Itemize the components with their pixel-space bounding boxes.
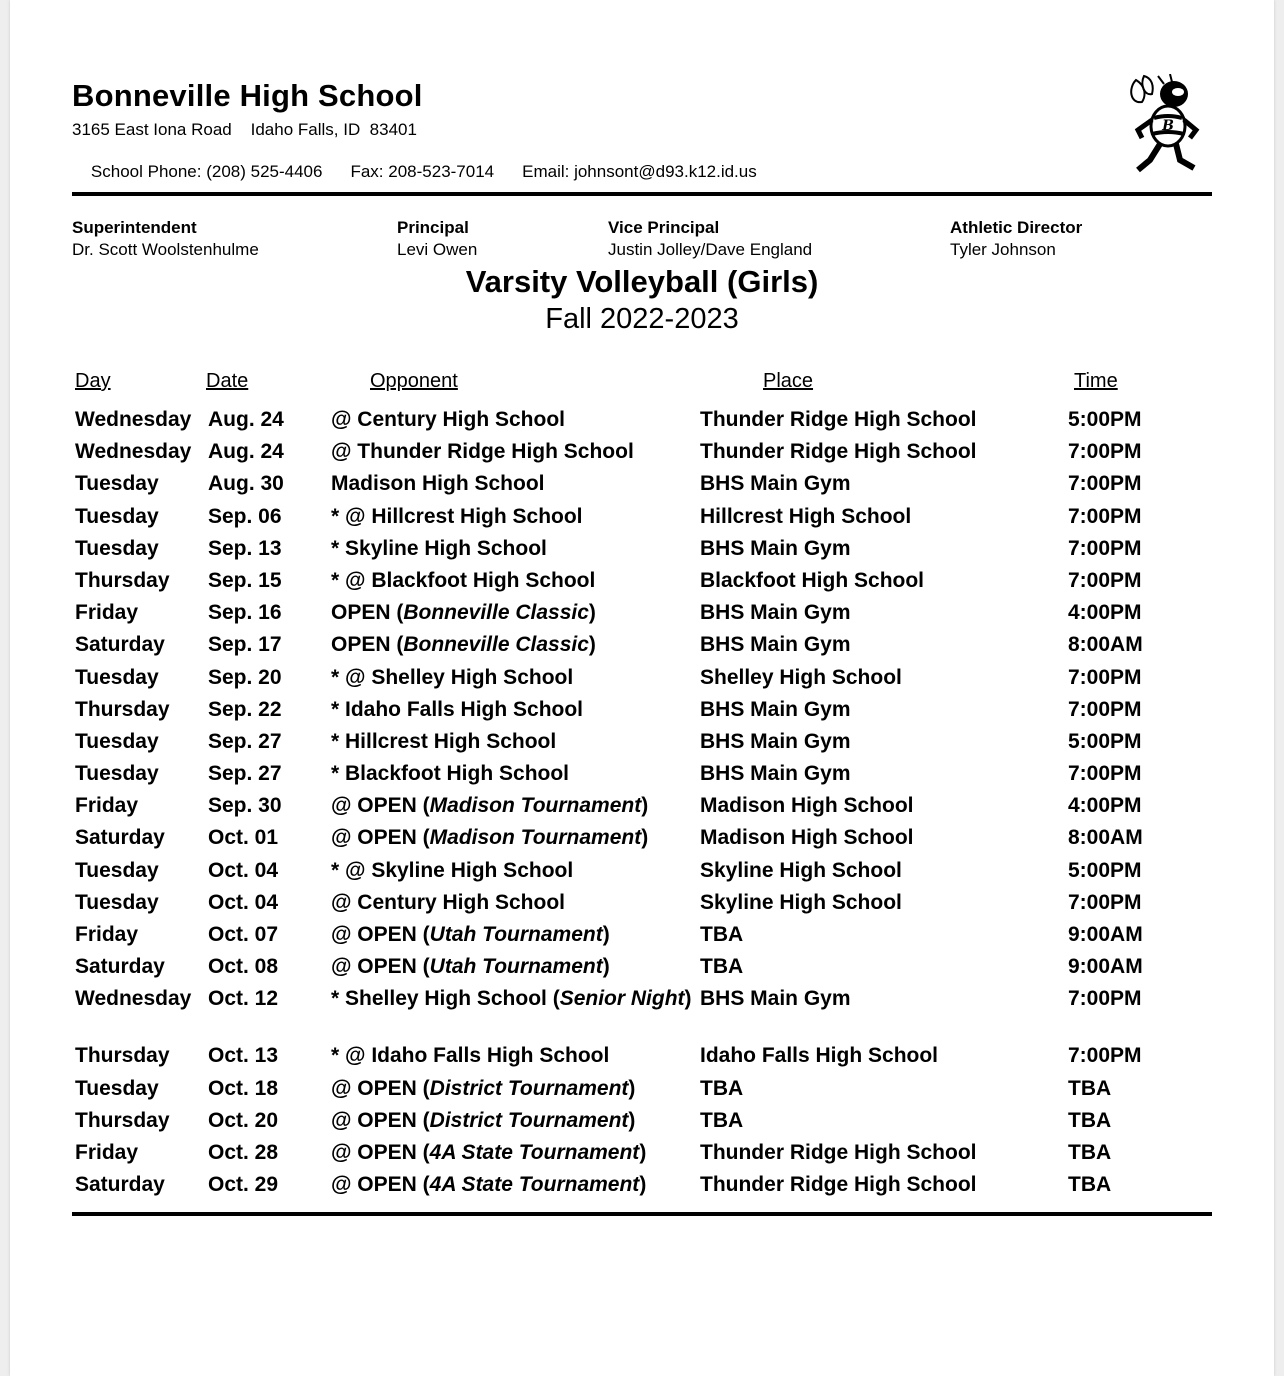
event-name: Senior Night	[559, 987, 685, 1011]
game-time: 9:00AM	[1068, 955, 1143, 979]
game-day: Friday	[75, 923, 139, 946]
header-divider	[72, 192, 1212, 196]
opponent-text: * @ Idaho Falls High School	[331, 1044, 610, 1068]
column-header-day: Day	[75, 370, 111, 392]
game-place: BHS Main Gym	[700, 633, 851, 657]
game-time: 4:00PM	[1068, 601, 1142, 625]
game-date: Sep. 17	[208, 633, 282, 657]
game-time: TBA	[1068, 1173, 1112, 1197]
school-phone: School Phone: (208) 525-4406	[90, 162, 323, 181]
game-time: 5:00PM	[1068, 729, 1142, 753]
column-header-date: Date	[206, 370, 249, 392]
table-row	[10, 792, 1274, 824]
staff-principal	[397, 218, 477, 260]
game-date: Aug. 30	[208, 472, 284, 496]
table-row	[10, 953, 1274, 985]
game-place: Shelley High School	[700, 665, 902, 689]
game-date: Oct. 20	[208, 1108, 279, 1132]
game-place: Thunder Ridge High School	[700, 1173, 977, 1197]
game-time: TBA	[1068, 1140, 1112, 1164]
event-close: )	[641, 826, 649, 850]
game-time: 8:00AM	[1068, 826, 1143, 850]
game-time: 4:00PM	[1068, 794, 1142, 818]
event-name: 4A State Tournament	[429, 1173, 640, 1197]
opponent-text: @ OPEN (	[331, 1076, 430, 1100]
schedule-title: Varsity Volleyball (Girls)	[465, 264, 819, 299]
game-place: TBA	[700, 955, 744, 979]
game-day: Tuesday	[75, 504, 159, 528]
event-close: )	[639, 1173, 647, 1197]
game-day: Wednesday	[75, 408, 192, 431]
game-opponent	[331, 987, 699, 1011]
event-name: Bonneville Classic	[403, 633, 589, 657]
game-date: Sep. 13	[208, 536, 282, 560]
game-date: Aug. 24	[208, 408, 284, 431]
schedule-table	[10, 406, 1274, 1203]
staff-name: Dr. Scott Woolstenhulme	[72, 240, 259, 259]
game-date: Sep. 27	[208, 762, 282, 786]
game-date: Sep. 15	[208, 568, 282, 592]
table-row	[10, 470, 1274, 502]
game-place: Thunder Ridge High School	[700, 440, 977, 464]
game-day: Saturday	[75, 955, 165, 979]
table-row	[10, 857, 1274, 889]
opponent-text: @ OPEN (	[331, 1140, 430, 1164]
opponent-text: @ Century High School	[331, 890, 565, 914]
staff-role: Athletic Director	[950, 218, 1083, 237]
table-row	[10, 921, 1274, 953]
game-date: Aug. 24	[208, 440, 284, 464]
game-place: Blackfoot High School	[700, 568, 925, 592]
game-time: 5:00PM	[1068, 858, 1142, 882]
opponent-text: @ OPEN (	[331, 1173, 430, 1197]
game-place: Skyline High School	[700, 858, 902, 882]
game-place: BHS Main Gym	[700, 601, 851, 625]
game-date: Oct. 04	[208, 858, 279, 882]
event-name: District Tournament	[429, 1076, 629, 1100]
table-row	[10, 1075, 1274, 1107]
game-date: Oct. 01	[208, 826, 279, 850]
game-day: Wednesday	[75, 987, 192, 1011]
opponent-text: * @ Skyline High School	[331, 858, 574, 882]
column-header-time: Time	[1074, 370, 1118, 392]
table-row	[10, 599, 1274, 631]
event-close: )	[588, 601, 596, 625]
game-day: Thursday	[75, 697, 170, 721]
game-place: BHS Main Gym	[700, 472, 851, 496]
game-date: Oct. 13	[208, 1044, 279, 1068]
column-header-place: Place	[763, 370, 814, 392]
game-day: Wednesday	[75, 440, 192, 464]
event-name: Bonneville Classic	[403, 601, 589, 625]
game-time: 7:00PM	[1068, 440, 1142, 464]
game-opponent	[331, 633, 699, 657]
game-opponent	[331, 601, 699, 625]
table-row	[10, 1107, 1274, 1139]
game-opponent	[331, 505, 699, 529]
staff-vice-principal	[608, 218, 812, 260]
game-opponent	[331, 537, 699, 561]
staff-role: Vice Principal	[608, 218, 720, 237]
game-opponent	[331, 730, 699, 754]
game-place: BHS Main Gym	[700, 762, 851, 786]
game-opponent	[331, 1173, 699, 1197]
game-time: 7:00PM	[1068, 504, 1142, 528]
game-day: Tuesday	[75, 858, 159, 882]
opponent-text: * @ Blackfoot High School	[331, 568, 596, 592]
table-row	[10, 889, 1274, 921]
event-close: )	[628, 1108, 636, 1132]
table-row	[10, 406, 1274, 438]
table-row	[10, 664, 1274, 696]
game-place: BHS Main Gym	[700, 987, 851, 1011]
opponent-text: * Shelley High School (	[331, 987, 560, 1011]
game-place: TBA	[700, 923, 744, 946]
game-time: 5:00PM	[1068, 408, 1142, 431]
school-fax: Fax: 208-523-7014	[350, 162, 495, 181]
staff-superintendent	[72, 218, 259, 260]
table-row	[10, 760, 1274, 792]
game-date: Oct. 18	[208, 1076, 279, 1100]
game-date: Sep. 16	[208, 601, 282, 625]
event-close: )	[641, 794, 649, 818]
game-day: Friday	[75, 1140, 139, 1164]
game-date: Oct. 29	[208, 1173, 279, 1197]
opponent-text: OPEN (	[331, 633, 404, 657]
game-day: Tuesday	[75, 729, 159, 753]
game-date: Oct. 04	[208, 890, 279, 914]
event-close: )	[602, 923, 610, 946]
table-row	[10, 985, 1274, 1042]
event-close: )	[639, 1140, 647, 1164]
game-place: Madison High School	[700, 794, 914, 818]
game-date: Sep. 06	[208, 504, 282, 528]
hornet-mascot-logo	[1128, 74, 1202, 176]
game-opponent	[331, 794, 699, 818]
game-date: Oct. 12	[208, 987, 279, 1011]
table-row	[10, 503, 1274, 535]
event-name: District Tournament	[429, 1108, 629, 1132]
game-day: Friday	[75, 794, 139, 818]
game-opponent	[331, 698, 699, 722]
opponent-text: OPEN (	[331, 601, 404, 625]
schedule-season: Fall 2022-2023	[545, 303, 739, 335]
table-row	[10, 631, 1274, 663]
game-day: Thursday	[75, 568, 170, 592]
table-row	[10, 567, 1274, 599]
game-place: BHS Main Gym	[700, 697, 851, 721]
game-place: BHS Main Gym	[700, 729, 851, 753]
game-place: Madison High School	[700, 826, 914, 850]
game-opponent	[331, 1077, 699, 1101]
game-time: 9:00AM	[1068, 923, 1143, 946]
game-day: Friday	[75, 601, 139, 625]
staff-name: Justin Jolley/Dave England	[608, 240, 813, 259]
staff-athletic-director	[950, 218, 1082, 260]
game-day: Saturday	[75, 826, 165, 850]
game-date: Sep. 30	[208, 794, 282, 818]
game-time: 7:00PM	[1068, 697, 1142, 721]
game-place: Idaho Falls High School	[700, 1044, 939, 1068]
game-time: 7:00PM	[1068, 472, 1142, 496]
game-day: Tuesday	[75, 890, 159, 914]
opponent-text: @ OPEN (	[331, 794, 430, 818]
game-time: TBA	[1068, 1108, 1112, 1132]
table-row	[10, 1139, 1274, 1171]
game-day: Saturday	[75, 633, 165, 657]
game-time: 8:00AM	[1068, 633, 1143, 657]
event-name: Utah Tournament	[429, 923, 603, 946]
event-name: Madison Tournament	[429, 794, 642, 818]
document-page	[10, 0, 1274, 1376]
game-day: Thursday	[75, 1044, 170, 1068]
event-name: Madison Tournament	[429, 826, 642, 850]
staff-name: Tyler Johnson	[950, 240, 1056, 259]
game-place: Skyline High School	[700, 890, 902, 914]
game-place: Thunder Ridge High School	[700, 1140, 977, 1164]
game-opponent	[331, 762, 699, 786]
game-opponent	[331, 666, 699, 690]
game-time: 7:00PM	[1068, 890, 1142, 914]
school-address: 3165 East Iona Road Idaho Falls, ID 83401	[72, 120, 417, 139]
game-time: 7:00PM	[1068, 568, 1142, 592]
table-row	[10, 824, 1274, 856]
event-close: )	[588, 633, 596, 657]
game-opponent	[331, 826, 699, 850]
school-email: Email: johnsont@d93.k12.id.us	[522, 162, 757, 181]
game-opponent	[331, 891, 699, 915]
game-date: Sep. 20	[208, 665, 282, 689]
game-opponent	[331, 440, 699, 464]
game-day: Tuesday	[75, 1076, 159, 1100]
game-place: Thunder Ridge High School	[700, 408, 977, 431]
table-row	[10, 696, 1274, 728]
column-header-opponent: Opponent	[370, 370, 458, 392]
table-row	[10, 535, 1274, 567]
game-day: Tuesday	[75, 762, 159, 786]
game-time: 7:00PM	[1068, 665, 1142, 689]
game-day: Thursday	[75, 1108, 170, 1132]
game-place: BHS Main Gym	[700, 536, 851, 560]
opponent-text: @ OPEN (	[331, 923, 430, 946]
game-time: 7:00PM	[1068, 987, 1142, 1011]
game-opponent	[331, 955, 699, 979]
game-place: TBA	[700, 1076, 744, 1100]
game-opponent	[331, 1141, 699, 1165]
game-opponent	[331, 472, 699, 496]
opponent-text: * Blackfoot High School	[331, 762, 570, 786]
table-row	[10, 1171, 1274, 1203]
opponent-text: @ OPEN (	[331, 826, 430, 850]
game-date: Oct. 28	[208, 1140, 279, 1164]
event-name: Utah Tournament	[429, 955, 603, 979]
game-day: Tuesday	[75, 536, 159, 560]
staff-role: Superintendent	[72, 218, 197, 237]
table-row	[10, 728, 1274, 760]
game-opponent	[331, 569, 699, 593]
game-opponent	[331, 1109, 699, 1133]
event-close: )	[602, 955, 610, 979]
game-day: Tuesday	[75, 472, 159, 496]
game-date: Oct. 07	[208, 923, 279, 946]
staff-name: Levi Owen	[397, 240, 478, 259]
opponent-text: @ OPEN (	[331, 1108, 430, 1132]
game-time: 7:00PM	[1068, 1044, 1142, 1068]
opponent-text: * Hillcrest High School	[331, 729, 557, 753]
game-opponent	[331, 1044, 699, 1068]
game-day: Tuesday	[75, 665, 159, 689]
game-place: TBA	[700, 1108, 744, 1132]
school-name: Bonneville High School	[72, 78, 423, 113]
game-day: Saturday	[75, 1173, 165, 1197]
game-time: TBA	[1068, 1076, 1112, 1100]
opponent-text: * Skyline High School	[331, 536, 547, 560]
opponent-text: @ Century High School	[331, 408, 565, 431]
opponent-text: @ Thunder Ridge High School	[331, 440, 634, 464]
footer-divider	[72, 1212, 1212, 1216]
game-time: 7:00PM	[1068, 762, 1142, 786]
game-place: Hillcrest High School	[700, 504, 912, 528]
game-opponent	[331, 923, 699, 947]
opponent-text: Madison High School	[331, 472, 545, 496]
event-close: )	[684, 987, 692, 1011]
opponent-text: * @ Hillcrest High School	[331, 504, 583, 528]
event-name: 4A State Tournament	[429, 1140, 640, 1164]
table-row	[10, 438, 1274, 470]
game-time: 7:00PM	[1068, 536, 1142, 560]
game-opponent	[331, 408, 699, 432]
game-date: Sep. 27	[208, 729, 282, 753]
game-date: Oct. 08	[208, 955, 279, 979]
game-opponent	[331, 859, 699, 883]
logo-letter: B	[1162, 118, 1174, 134]
game-date: Sep. 22	[208, 697, 282, 721]
staff-role: Principal	[397, 218, 469, 237]
table-row	[10, 1042, 1274, 1074]
event-close: )	[628, 1076, 636, 1100]
opponent-text: @ OPEN (	[331, 955, 430, 979]
opponent-text: * @ Shelley High School	[331, 665, 574, 689]
opponent-text: * Idaho Falls High School	[331, 697, 584, 721]
